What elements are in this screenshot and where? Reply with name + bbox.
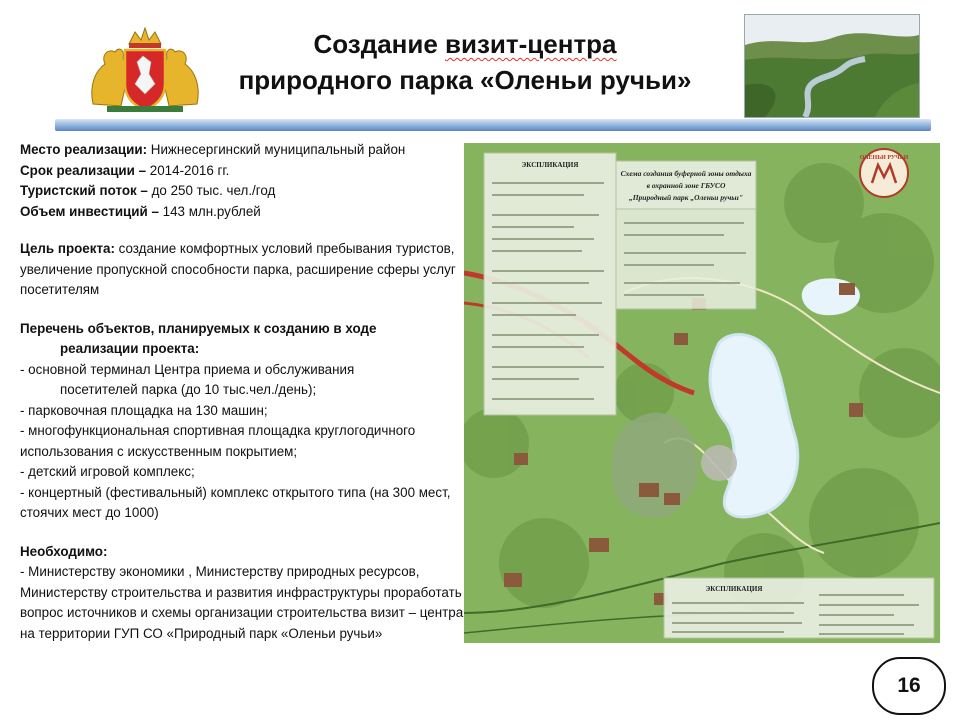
title-line-2: природного парка «Оленьи ручьи»: [238, 65, 692, 95]
scheme-title-2: в охранной зоне ГБУСО: [646, 181, 726, 190]
park-scheme-map: [464, 143, 940, 643]
title-line-1: Создание визит-центра: [313, 29, 617, 59]
legend-title: ЭКСПЛИКАЦИЯ: [521, 161, 579, 169]
coat-of-arms-icon: [85, 26, 205, 116]
landscape-photo: [744, 14, 920, 118]
park-logo-icon: [860, 149, 909, 197]
scheme-title-3: „Природный парк „Оленьи ручьи": [628, 193, 744, 202]
object-item-terminal-cont: посетителей парка (до 10 тыс.чел./день);: [60, 382, 317, 397]
object-item-parking: - парковочная площадка на 130 машин;: [20, 402, 268, 418]
project-description: [20, 140, 464, 644]
needed-text: - Министерству экономики , Министерству природных ресурсов, Министерству строительства и развития инфраструктуры проработать вопрос источников и схемы организации строительства визит – центра на территории ГУП СО «Природный парк «Оленьи ручьи»: [20, 564, 464, 641]
bottom-legend-title: ЭКСПЛИКАЦИЯ: [705, 585, 763, 593]
goal-line-2: увеличение пропускной способности парка, расширение сферы услуг посетителям: [20, 261, 456, 297]
investment-line: Объем инвестиций – 143 млн.рублей: [20, 203, 261, 219]
object-item-terminal: - основной терминал Центра приема и обслуживания: [20, 361, 355, 377]
objects-heading: Перечень объектов, планируемых к созданию в ходе: [20, 320, 377, 336]
period-line: Срок реализации – 2014-2016 гг.: [20, 162, 230, 178]
place-line: Место реализации: Нижнесергинский муниципальный район: [20, 142, 406, 157]
object-item-playground: - детский игровой комплекс;: [20, 464, 195, 479]
needed-heading: Необходимо:: [20, 543, 108, 559]
scheme-title-1: Схема создания буферной зоны отдыха: [620, 169, 752, 178]
tourist-flow-line: Туристский поток – до 250 тыс. чел./год: [20, 183, 276, 198]
objects-heading-2: реализации проекта:: [60, 341, 200, 356]
object-item-concert: - концертный (фестивальный) комплекс открытого типа (на 300 мест, стоячих мест до 1000): [20, 484, 451, 520]
svg-text:ОЛЕНЬИ РУЧЬИ: ОЛЕНЬИ РУЧЬИ: [859, 155, 909, 161]
page-number: 16: [872, 657, 946, 715]
slide-header: [0, 0, 959, 130]
header-divider: [55, 119, 931, 131]
page-title: [205, 26, 725, 98]
object-item-sports: - многофункциональная спортивная площадка круглогодичного использования с искусственным покрытием;: [20, 423, 416, 459]
goal-line: Цель проекта: создание комфортных условий пребывания туристов,: [20, 241, 455, 256]
